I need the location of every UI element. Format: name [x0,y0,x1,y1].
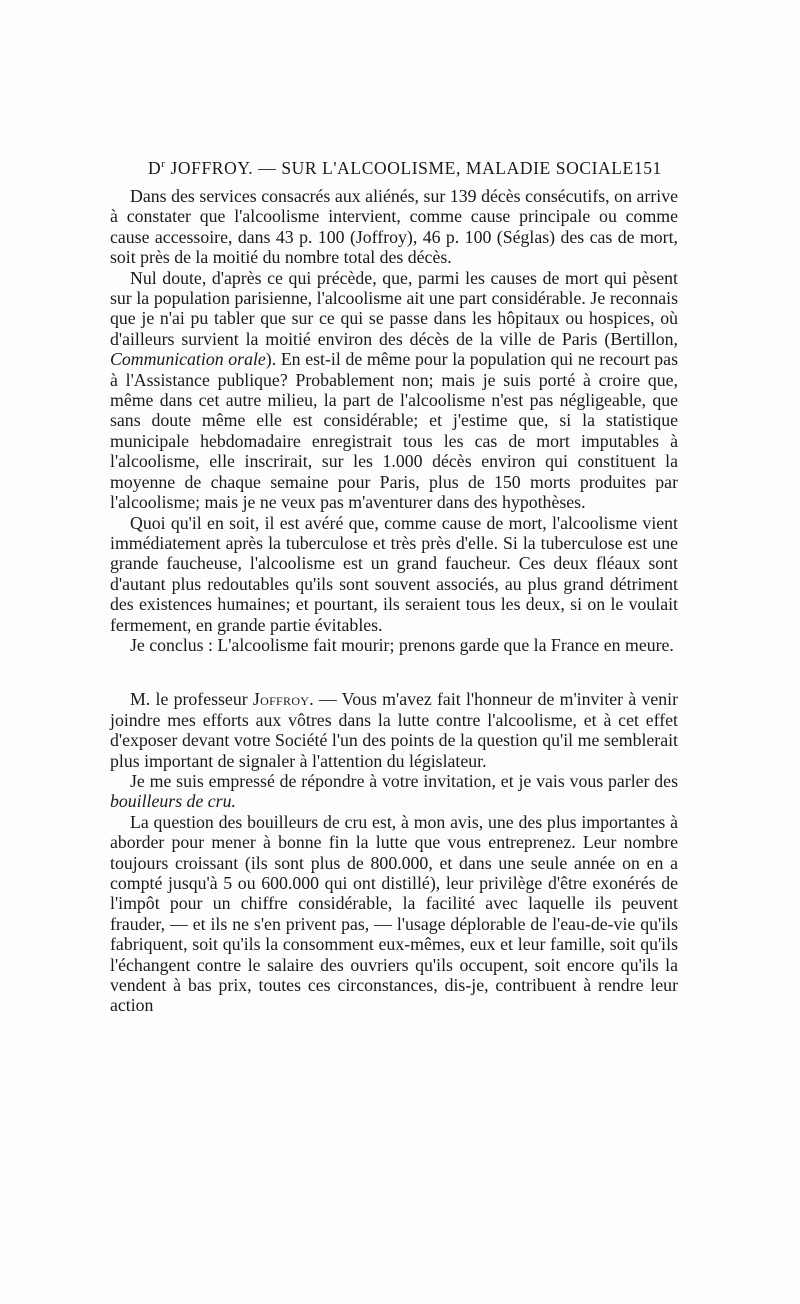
speech-paragraph-2 [110,771,678,812]
running-title [148,158,634,179]
paragraph-4: Je conclus : L'alcoolisme fait mourir; prenons garde que la France en meure. [130,634,674,655]
speech-text-2-italic: bouilleurs de cru. [110,791,236,812]
section-gap [110,655,678,689]
page-number: 151 [633,158,662,178]
paragraph-2 [110,268,678,513]
speaker-prefix: M. le professeur [130,689,253,710]
speech-text-2: Je me suis empressé de répondre à votre invitation, et je vais vous parler des [130,770,678,791]
header-title: JOFFROY. — SUR L'ALCOOLISME, MALADIE SOCIALE [165,158,634,178]
speech-paragraph-1 [110,689,678,771]
page-body [110,186,678,1016]
paragraph-2-text: Nul doute, d'après ce qui précède, que, parmi les causes de mort qui pèsent sur la population parisienne, l'alcoolisme ait une part considérable. Je reconnais que je n'ai pu tabler que sur ce qui se passe dans les hôpitaux ou hospices, où d'ailleurs survient la moitié environ des décès de la ville de Paris (Bertillon, [110,267,678,349]
paragraph-2-rest: ). En est-il de même pour la population qui ne recourt pas à l'Assistance publique? Probablement non; mais je suis porté à croire que, même dans cet autre milieu, la part de l'alcoolisme n'est pas négligeable, que sans doute même elle est considérable; et j'estime que, si la statistique municipale hebdomadaire enregistrait tous les cas de mort imputables à l'alcoolisme, elle inscrirait, sur les 1.000 décès environ qui constituent la moyenne de chaque semaine pour Paris, plus de 150 morts produites par l'alcoolisme; mais je ne veux pas m'aventurer dans des hypothèses. [110,349,678,513]
paragraph-1: Dans des services consacrés aux aliénés, sur 139 décès consécutifs, on arrive à constater que l'alcoolisme intervient, comme cause principale ou comme cause accessoire, dans 43 p. 100 (Joffroy), 46 p. 100 (Séglas) des cas de mort, soit près de la moitié du nombre total des décès. [110,186,678,268]
running-header [148,158,662,179]
author-initial-sup: r [161,158,166,171]
speech-paragraph-3: La question des bouilleurs de cru est, à mon avis, une des plus importantes à aborder pour mener à bonne fin la lutte que vous entreprenez. Leur nombre toujours croissant (ils sont plus de 800.000, et dans une seule année on en a compté jusqu'à 5 ou 600.000 qui ont distillé), leur privilège d'être exonérés de l'impôt pour un chiffre considérable, la facilité avec laquelle ils peuvent frauder, — et ils ne s'en privent pas, — l'usage déplorable de l'eau-de-vie qu'ils fabriquent, soit qu'ils la consomment eux-mêmes, eux et leur famille, soit qu'ils l'échangent contre le salaire des ouvriers qu'ils occupent, soit encore qu'ils la vendent à bas prix, toutes ces circonstances, dis-je, contribuent à rendre leur action [110,811,678,1016]
speaker-name: Joffroy [252,689,310,710]
speech-text-1: . — Vous m'avez fait l'honneur de m'inviter à venir joindre mes efforts aux vôtres dans la lutte contre l'alcoolisme, et à cet effet d'exposer devant votre Société l'un des points de la question qu'il me semblerait plus important de signaler à l'attention du législateur. [110,689,679,771]
paragraph-2-italic: Communication orale [110,349,266,370]
paragraph-3: Quoi qu'il en soit, il est avéré que, comme cause de mort, l'alcoolisme vient immédiatement après la tuberculose et très près d'elle. Si la tuberculose est une grande faucheuse, l'alcoolisme est un grand faucheur. Ces deux fléaux sont d'autant plus redoutables qu'ils sont souvent associés, au plus grand détriment des existences humaines; et pourtant, ils seraient tous les deux, si on le voulait fermement, en grande partie évitables. [110,512,678,635]
author-initial: D [148,158,162,178]
